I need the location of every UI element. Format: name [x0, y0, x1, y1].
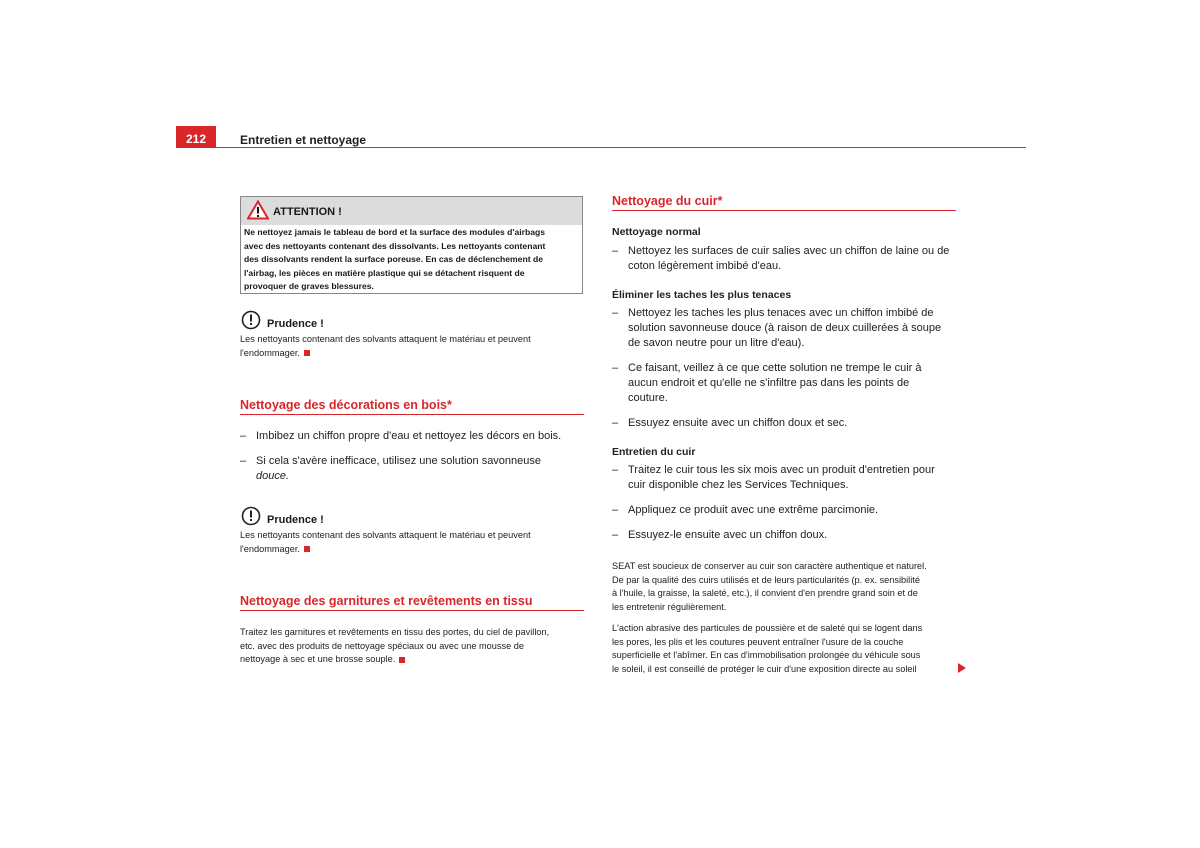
- section-title-wood: Nettoyage des décorations en bois*: [240, 398, 452, 412]
- list-item: [612, 244, 957, 276]
- paragraph-line: les pores, les plis et les coutures peuvent entraîner l'usure de la couche: [612, 636, 904, 647]
- caution-line: Les nettoyants contenant des solvants attaquent le matériau et peuvent: [240, 334, 531, 344]
- leather-paragraph-2: [612, 622, 958, 676]
- subsection-title: Éliminer les taches les plus tenaces: [612, 289, 792, 301]
- list-item-text: [628, 244, 949, 274]
- list-item: [612, 463, 957, 495]
- warning-box: [240, 196, 583, 294]
- paragraph-line: Traitez les garnitures et revêtements en tissu des portes, du ciel de pavillon,: [240, 627, 550, 637]
- section-rule: [240, 414, 584, 415]
- paragraph-line: etc. avec des produits de nettoyage spéciaux ou avec une mousse de: [240, 640, 524, 651]
- list-item-line: Nettoyez les taches les plus tenaces avec un chiffon imbibé de: [628, 307, 934, 319]
- subsection-title: Entretien du cuir: [612, 446, 696, 458]
- caution-text: [240, 333, 585, 360]
- section-title-leather: Nettoyage du cuir*: [612, 194, 723, 208]
- list-item-line: Ce faisant, veillez à ce que cette solution ne trempe le cuir à: [628, 362, 922, 374]
- list-item: [240, 429, 585, 445]
- warning-text: [244, 226, 578, 294]
- list-item-line: solution savonneuse douce (à raison de deux cuillerées à soupe: [628, 322, 942, 334]
- caution-title: Prudence !: [267, 318, 324, 330]
- end-marker-icon: [304, 350, 310, 356]
- end-marker-icon: [399, 657, 405, 663]
- caution-line: Les nettoyants contenant des solvants attaquent le matériau et peuvent: [240, 530, 531, 540]
- list-item-text: Essuyez ensuite avec un chiffon doux et sec.: [628, 417, 848, 429]
- paragraph-line: à l'huile, la graisse, la saleté, etc.), il convient d'en prendre grand soin et de: [612, 588, 918, 599]
- list-item: [240, 454, 585, 486]
- warning-line: Ne nettoyez jamais le tableau de bord et la surface des modules d'airbags: [244, 227, 546, 237]
- list-dash: –: [612, 245, 619, 257]
- running-header-title: Entretien et nettoyage: [240, 133, 367, 147]
- list-item-line: couture.: [628, 392, 668, 404]
- end-marker-icon: [304, 546, 310, 552]
- list-item: [612, 361, 957, 407]
- leather-paragraph-1: [612, 560, 958, 614]
- list-item: [612, 306, 957, 352]
- list-dash: –: [612, 362, 619, 374]
- list-item-text: [256, 454, 541, 484]
- page-number: 212: [176, 126, 216, 148]
- list-dash: –: [612, 464, 619, 476]
- list-item-line: Traitez le cuir tous les six mois avec un produit d'entretien pour: [628, 464, 935, 476]
- list-item-line: cuir disponible chez les Services Techniques.: [628, 479, 849, 491]
- warning-line: l'airbag, les pièces en matière plastique qui se détachent risquent de: [244, 267, 525, 278]
- caution-title: Prudence !: [267, 514, 324, 526]
- continue-arrow-icon: [958, 663, 966, 673]
- warning-triangle-icon: [247, 200, 269, 220]
- fabric-paragraph: [240, 626, 585, 667]
- warning-line: des dissolvants rendent la surface poreuse. En cas de déclenchement de: [244, 254, 543, 265]
- list-item-text: Essuyez-le ensuite avec un chiffon doux.: [628, 529, 828, 541]
- header-rule: [216, 147, 1026, 148]
- list-item: [612, 416, 957, 432]
- warning-title: ATTENTION !: [273, 206, 342, 218]
- list-item: [612, 528, 957, 544]
- section-rule: [612, 210, 956, 211]
- list-item-line: Nettoyez les surfaces de cuir salies avec un chiffon de laine ou de: [628, 245, 950, 257]
- paragraph-line: nettoyage à sec et une brosse souple.: [240, 654, 396, 665]
- paragraph-line: les entretenir régulièrement.: [612, 601, 727, 612]
- caution-exclamation-icon: [241, 310, 261, 330]
- list-item-line: Si cela s'avère inefficace, utilisez une solution savonneuse: [256, 455, 542, 467]
- list-item-text: [628, 361, 922, 406]
- paragraph-line: superficielle et l'abîmer. En cas d'immobilisation prolongée du véhicule sous: [612, 650, 921, 661]
- list-item-line: aucun endroit et qu'elle ne s'infiltre pas dans les points de: [628, 377, 910, 389]
- warning-line: avec des nettoyants contenant des dissolvants. Les nettoyants contenant: [244, 240, 546, 251]
- subsection-title: Nettoyage normal: [612, 226, 701, 238]
- list-item-line: coton légèrement imbibé d'eau.: [628, 260, 782, 272]
- list-item-text: [628, 463, 935, 493]
- caution-text: [240, 529, 585, 556]
- list-item-text: Appliquez ce produit avec une extrême parcimonie.: [628, 504, 879, 516]
- section-rule: [240, 610, 584, 611]
- list-dash: –: [240, 455, 247, 467]
- caution-line: l'endommager.: [240, 347, 300, 358]
- list-item-line: douce.: [256, 470, 290, 482]
- warning-line: provoquer de graves blessures.: [244, 281, 374, 292]
- list-dash: –: [612, 529, 619, 541]
- caution-line: l'endommager.: [240, 543, 300, 554]
- list-item-line: de savon neutre pour un litre d'eau).: [628, 337, 805, 349]
- section-title-fabric: Nettoyage des garnitures et revêtements en tissu: [240, 594, 533, 608]
- list-item-text: [628, 306, 941, 351]
- list-dash: –: [240, 430, 247, 442]
- paragraph-line: De par la qualité des cuirs utilisés et de leurs particularités (p. ex. sensibilité: [612, 574, 920, 585]
- list-dash: –: [612, 417, 619, 429]
- paragraph-line: le soleil, il est conseillé de protéger le cuir d'une exposition directe au soleil: [612, 663, 917, 674]
- caution-exclamation-icon: [241, 506, 261, 526]
- warning-header: [241, 197, 582, 225]
- paragraph-line: SEAT est soucieux de conserver au cuir son caractère authentique et naturel.: [612, 561, 927, 571]
- list-item-text: Imbibez un chiffon propre d'eau et nettoyez les décors en bois.: [256, 430, 562, 442]
- list-dash: –: [612, 307, 619, 319]
- list-dash: –: [612, 504, 619, 516]
- list-item: [612, 503, 957, 519]
- paragraph-line: L'action abrasive des particules de poussière et de saleté qui se logent dans: [612, 623, 923, 633]
